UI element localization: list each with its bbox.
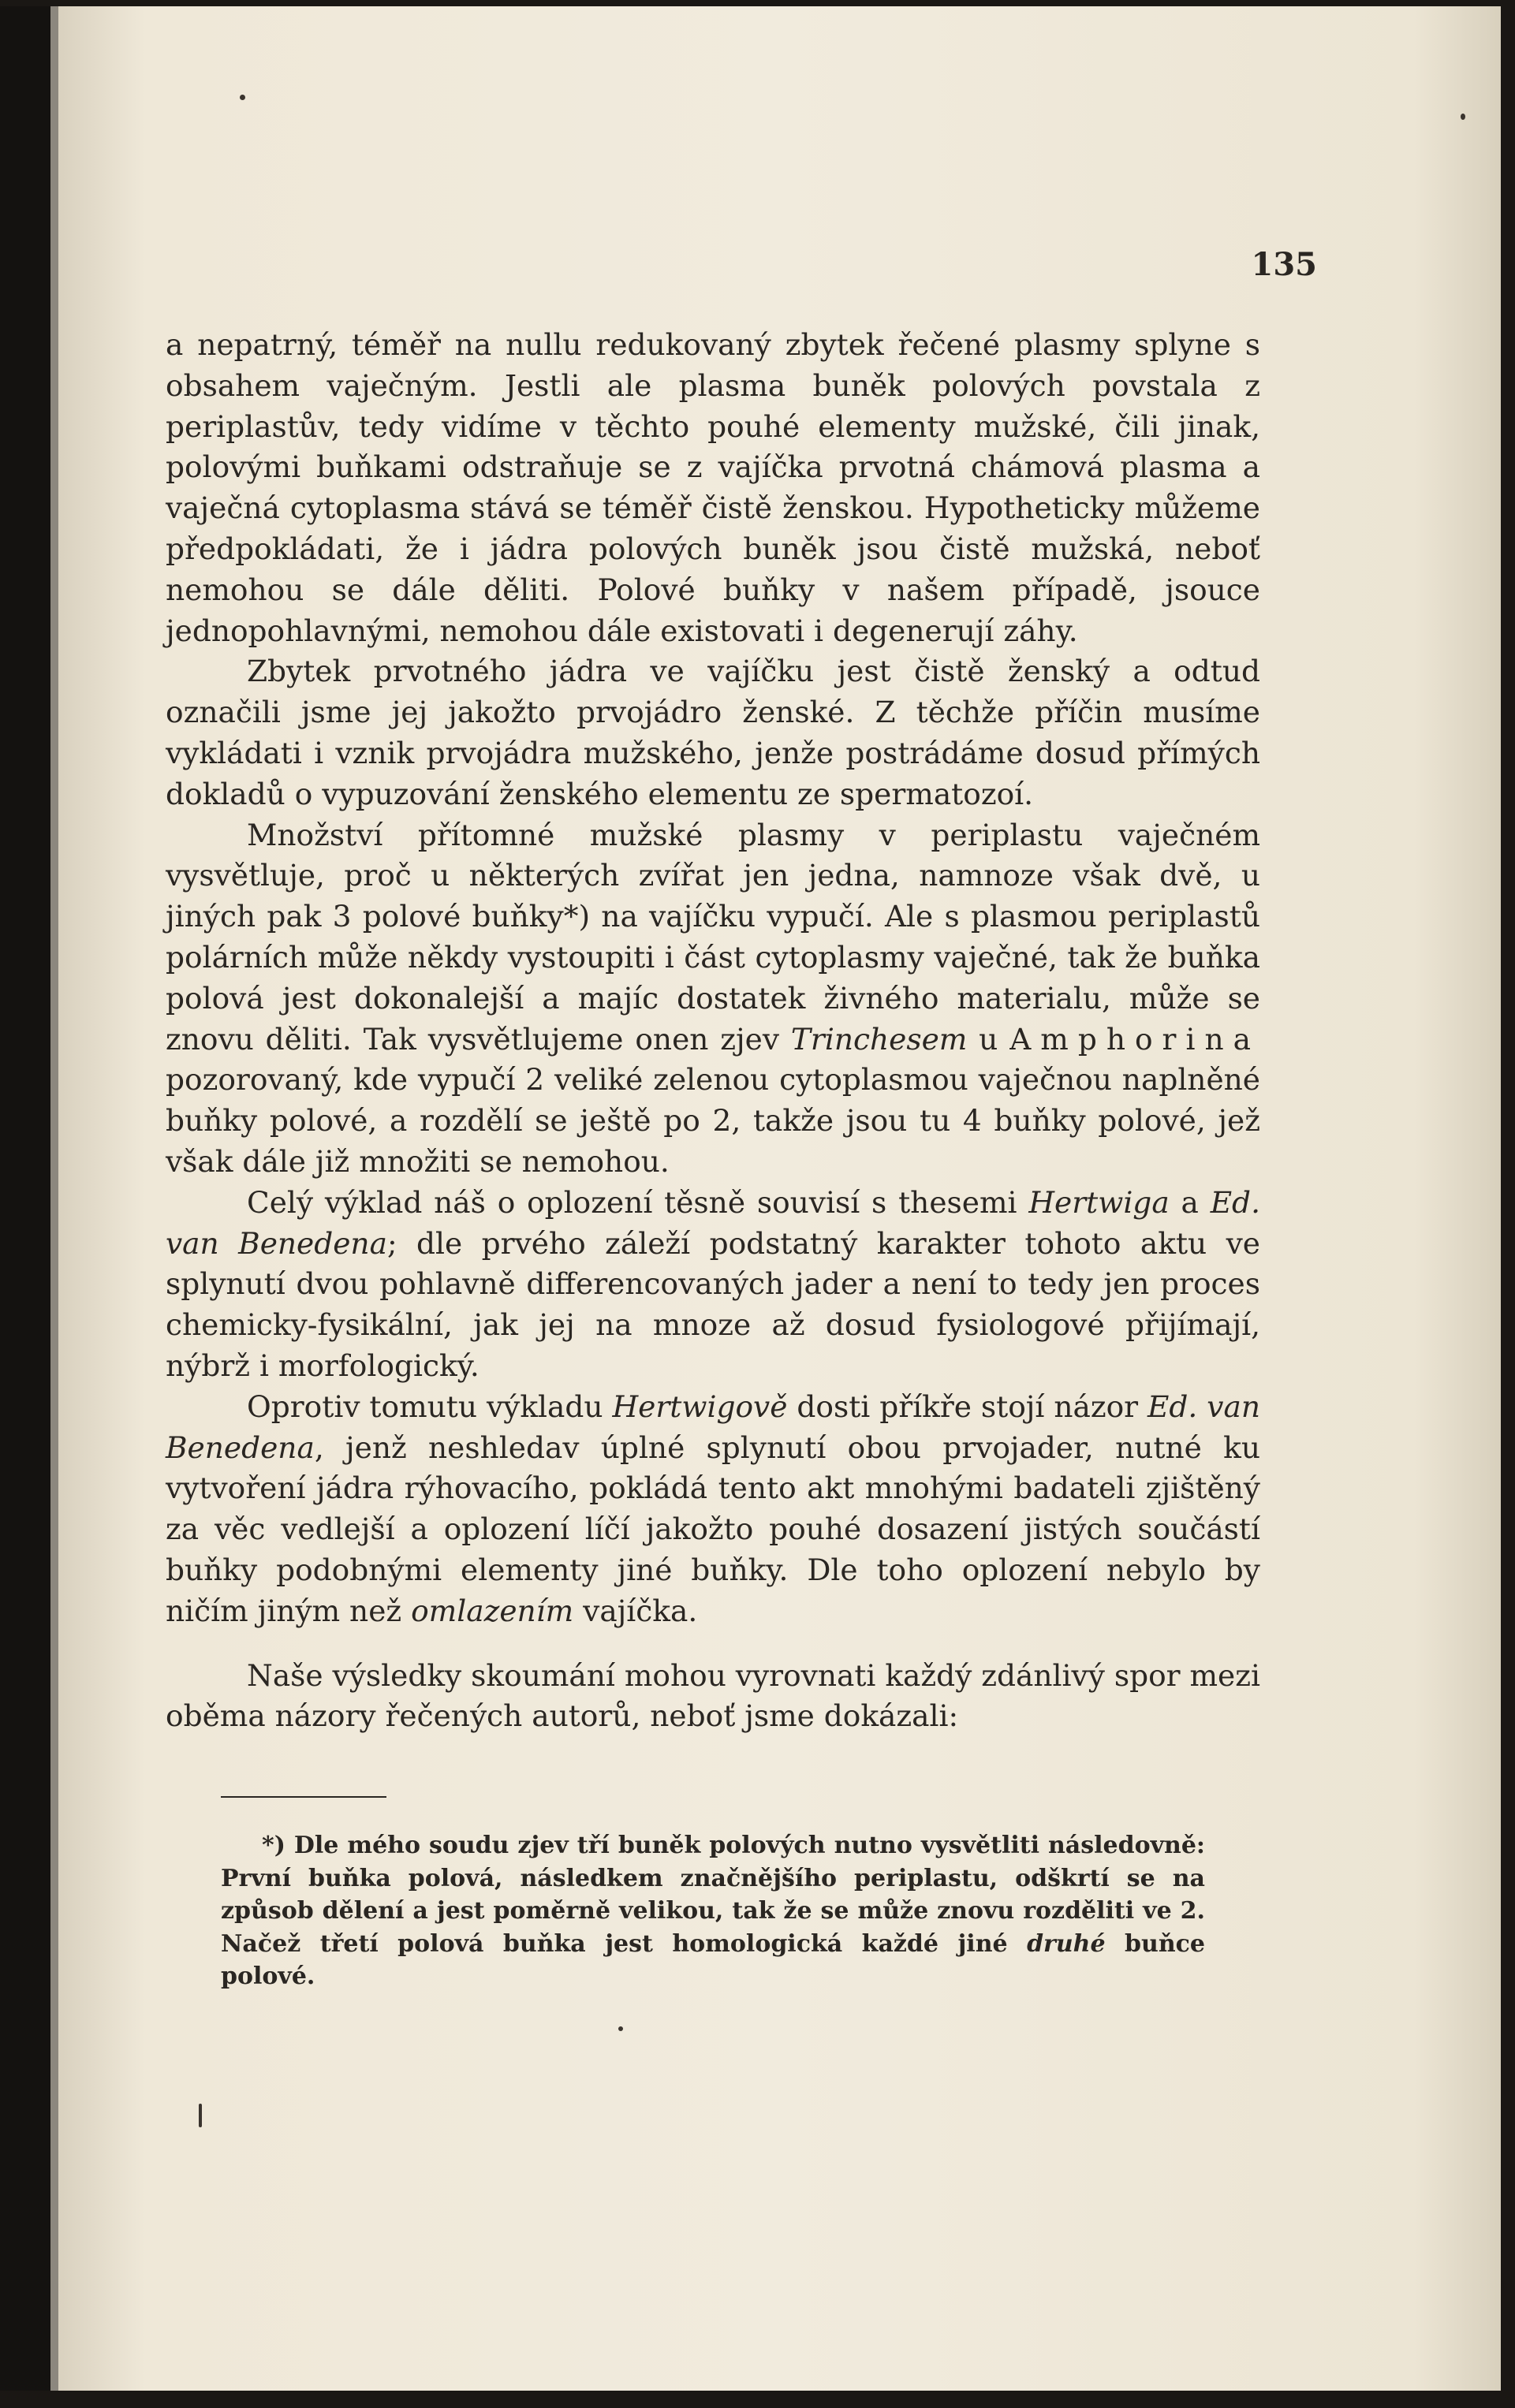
page-speck bbox=[1461, 114, 1465, 120]
page-speck bbox=[240, 95, 245, 100]
text-run: Celý výklad náš o oplození těsně souvisí s thesemi bbox=[247, 1184, 1029, 1220]
paragraph bbox=[166, 651, 1260, 814]
italic-run: Hertwigově bbox=[612, 1389, 788, 1424]
scan-border-left-inner bbox=[50, 0, 58, 2408]
italic-run: Hertwiga bbox=[1028, 1184, 1170, 1220]
footnote-paragraph bbox=[221, 1829, 1205, 1993]
text-run: u bbox=[967, 1021, 1010, 1057]
page-speck bbox=[618, 2026, 623, 2031]
paragraph bbox=[166, 1183, 1260, 1387]
text-run: Naše výsledky skoumání mohou vyrovnati každý zdánlivý spor mezi oběma názory řečených autorů, neboť jsme dokázali: bbox=[166, 1657, 1260, 1734]
italic-run: omlazením bbox=[411, 1593, 574, 1628]
scan-border-left bbox=[0, 0, 50, 2408]
body-text bbox=[166, 325, 1260, 1737]
paragraph bbox=[166, 815, 1260, 1183]
spaced-run: Amphorina bbox=[1009, 1021, 1260, 1057]
scan-border-right bbox=[1501, 0, 1515, 2408]
paragraph bbox=[166, 325, 1260, 651]
italic-run: Ed. van Benedena bbox=[166, 1184, 1260, 1261]
paragraph bbox=[166, 1387, 1260, 1632]
text-run: Množství přítomné mužské plasmy v periplastu vaječném vysvětluje, proč u některých zvířat jen jedna, namnoze však dvě, u jiných pak 3 polové buňky*) na vajíčku vypučí. Ale s plasmou periplastů polárních může někdy vystoupiti i část cytoplasmy vaječné, tak že buňka polová jest dokonalejší a majíc dostatek živného materialu, může se znovu děliti. Tak vysvětlujeme onen zjev bbox=[166, 817, 1260, 1057]
text-run: dosti příkře stojí názor bbox=[787, 1389, 1148, 1424]
text-run: Oprotiv tomutu výkladu bbox=[247, 1389, 613, 1424]
page-speck bbox=[199, 2104, 202, 2127]
footnote-marker: *) bbox=[262, 1832, 285, 1859]
text-run: a nepatrný, téměř na nullu redukovaný zbytek řečené plasmy splyne s obsahem vaječným. Jestli ale plasma buněk polových povstala z periplastův, tedy vidíme v těchto pouhé elementy mužské, čili jinak, polovými buňkami odstraňuje se z vajíčka prvotná chámová plasma a vaječná cytoplasma stává se téměř čistě ženskou. Hypotheticky můžeme předpokládati, že i jádra polových buněk jsou čistě mužská, neboť nemohou se dále děliti. Polové buňky v našem případě, jsouce jednopohlavnými, nemohou dále existovati i degenerují záhy. bbox=[166, 327, 1260, 648]
page-number: 135 bbox=[1251, 246, 1317, 283]
italic-run: Ed. van Benedena bbox=[166, 1389, 1260, 1465]
paragraph bbox=[166, 1656, 1260, 1738]
text-run: vajíčka. bbox=[573, 1593, 698, 1628]
scan-border-top bbox=[0, 0, 1515, 6]
text-run: buňce polové. bbox=[221, 1929, 1205, 1990]
text-run: Dle mého soudu zjev tří buněk polových nutno vysvětliti následovně: První buňka polová, následkem značnějšího periplastu, odškrtí se na způsob dělení a jest poměrně velikou, tak že se může znovu rozděliti ve 2. Načež třetí polová buňka jest homologická každé jiné bbox=[221, 1832, 1205, 1958]
footnote bbox=[221, 1829, 1205, 1993]
footnote-separator bbox=[221, 1796, 386, 1798]
text-run: , jenž neshledav úplné splynutí obou prvojader, nutné ku vytvoření jádra rýhovacího, pokládá tento akt mnohými badateli zjištěný za věc vedlejší a oplození líčí jakožto pouhé dosazení jistých součástí buňky podobnými elementy jiné buňky. Dle toho oplození nebylo by ničím jiným než bbox=[166, 1430, 1260, 1628]
text-run: Zbytek prvotného jádra ve vajíčku jest čistě ženský a odtud označili jsme jej jakožto prvojádro ženské. Z těchže příčin musíme vykládati i vznik prvojádra mužského, jenže postrádáme dosud přímých dokladů o vypuzování ženského elementu ze spermatozoí. bbox=[166, 654, 1260, 811]
text-run: ; dle prvého záleží podstatný karakter tohoto aktu ve splynutí dvou pohlavně differencovaných jader a není to tedy jen proces chemicky-fysikální, jak jej na mnoze až dosud fysiologové přijímají, nýbrž i morfologický. bbox=[166, 1225, 1260, 1383]
italic-run: Trinchesem bbox=[790, 1021, 968, 1057]
italic-run: druhé bbox=[1027, 1929, 1106, 1958]
text-run: a bbox=[1169, 1184, 1211, 1220]
scan-border-bottom bbox=[0, 2391, 1515, 2408]
text-run: pozorovaný, kde vypučí 2 veliké zelenou cytoplasmou vaječnou naplněné buňky polové, a rozdělí se ještě po 2, takže jsou tu 4 buňky polové, jež však dále již množiti se nemohou. bbox=[166, 1062, 1260, 1179]
